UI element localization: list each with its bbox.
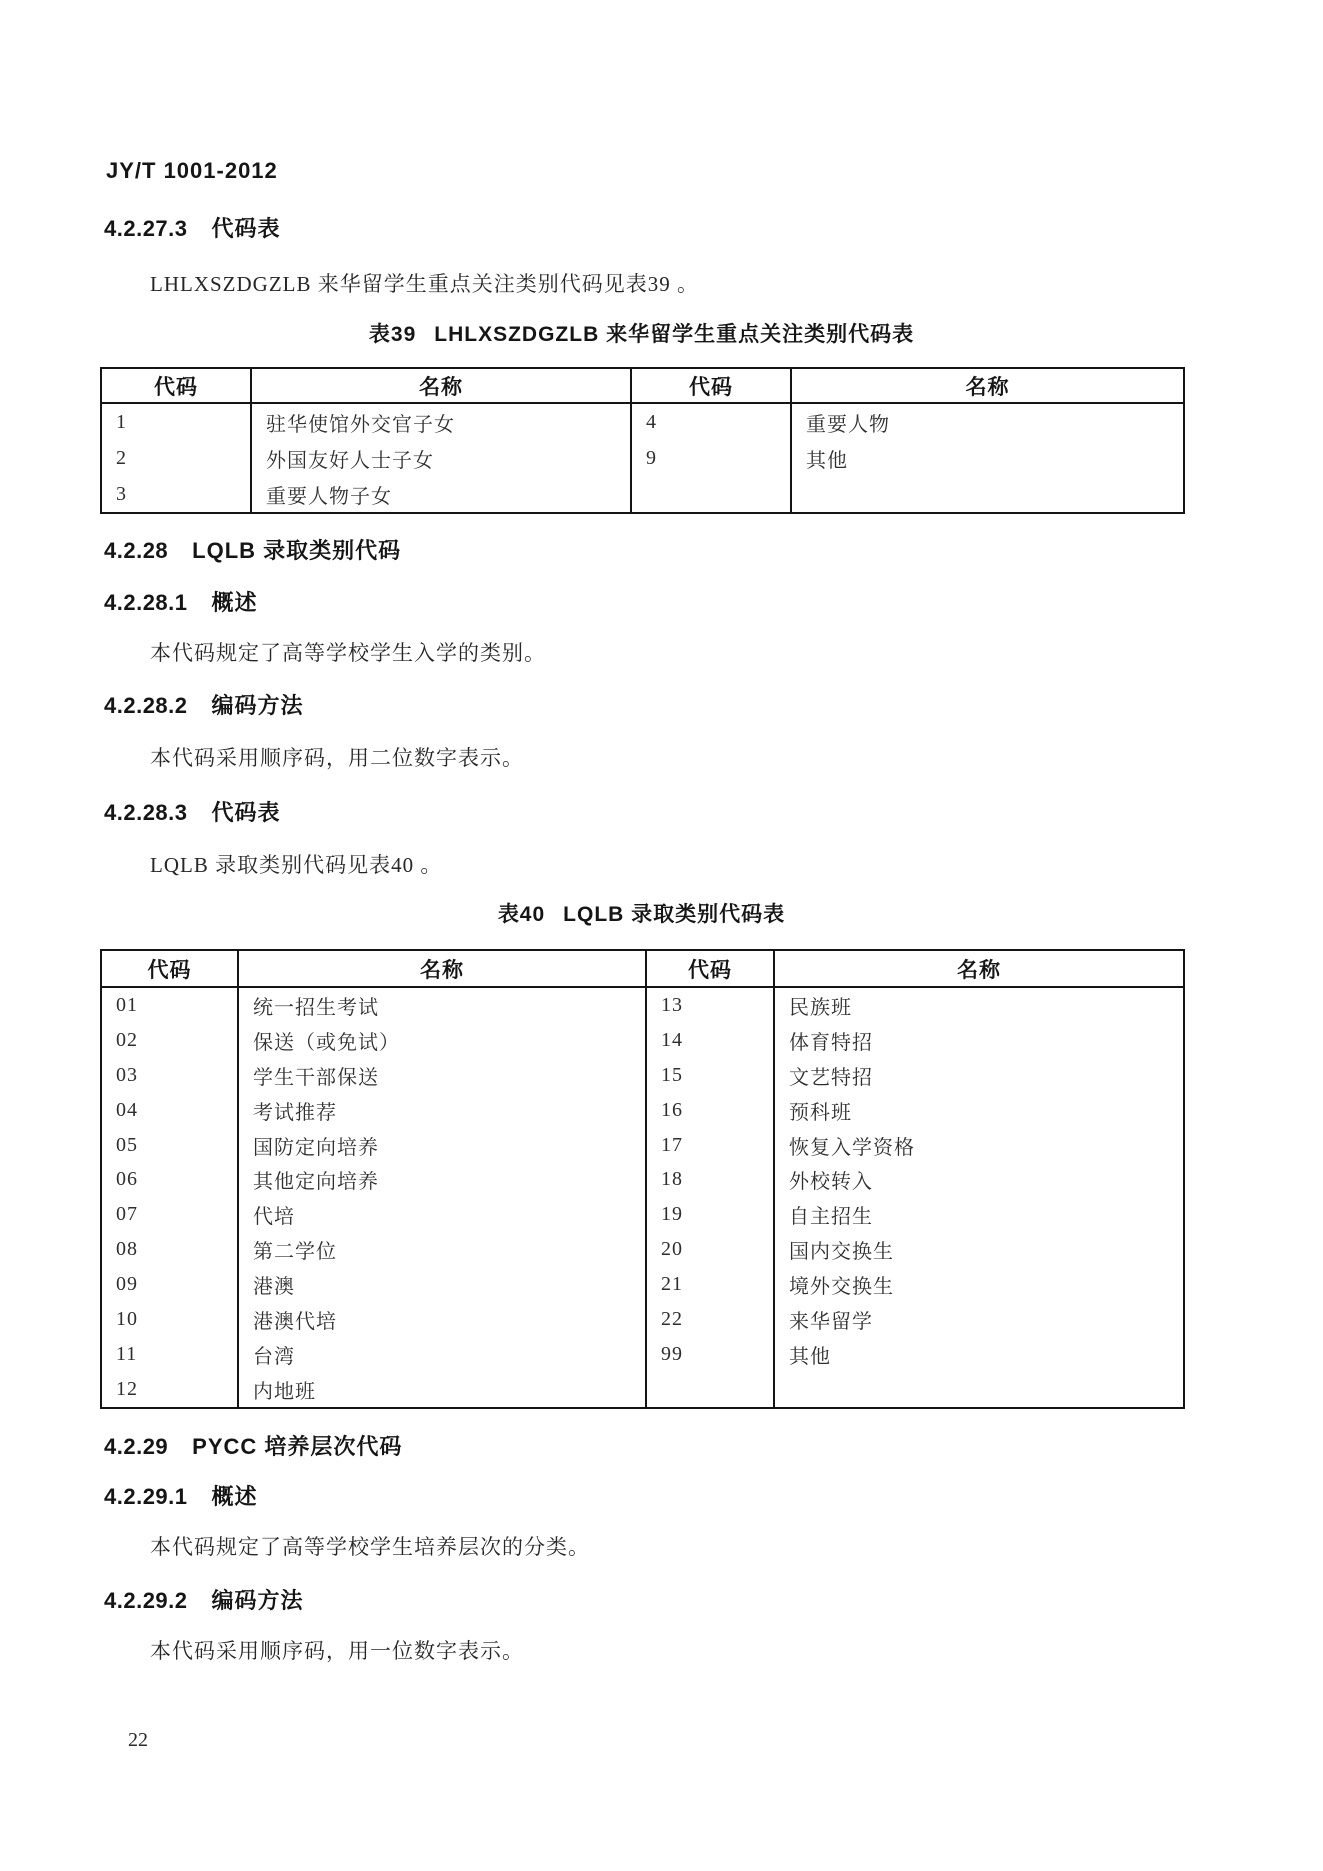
column-header-code: 代码 — [101, 950, 238, 987]
code-cell: 2 — [116, 446, 127, 469]
paragraph-overview-29: 本代码规定了高等学校学生培养层次的分类。 — [150, 1534, 590, 1559]
table-row — [101, 1162, 1184, 1197]
table-row — [101, 1267, 1184, 1302]
column-header-code: 代码 — [646, 950, 774, 987]
column-header-code: 代码 — [101, 368, 251, 403]
section-number: 4.2.28.1 — [104, 590, 188, 615]
name-cell: 驻华使馆外交官子女 — [251, 403, 631, 440]
code-cell: 11 — [116, 1342, 138, 1365]
table-row — [101, 1023, 1184, 1058]
section-number: 4.2.29.2 — [104, 1587, 188, 1613]
code-cell: 09 — [116, 1273, 138, 1296]
section-title: 编码方法 — [211, 693, 304, 718]
name-cell: 外国友好人士子女 — [251, 440, 631, 476]
table39-header-row — [101, 368, 1184, 403]
table-row — [101, 1372, 1184, 1408]
section-heading-4-2-29 — [100, 1434, 1183, 1460]
table-row — [101, 476, 1184, 513]
name-cell — [791, 476, 1184, 513]
name-cell: 港澳 — [238, 1267, 646, 1302]
table40 — [100, 949, 1185, 1409]
section-title: 编码方法 — [211, 1587, 304, 1613]
table-row — [101, 1302, 1184, 1337]
name-cell: 预科班 — [774, 1093, 1184, 1128]
name-cell: 国内交换生 — [774, 1232, 1184, 1267]
name-cell: 台湾 — [238, 1337, 646, 1372]
name-cell: 重要人物 — [791, 403, 1184, 440]
name-cell: 自主招生 — [774, 1197, 1184, 1232]
table-row — [101, 440, 1184, 476]
name-cell: 体育特招 — [774, 1023, 1184, 1058]
code-cell: 05 — [116, 1133, 138, 1156]
table40-caption — [100, 902, 1183, 928]
name-cell: 民族班 — [774, 987, 1184, 1023]
table40-caption-text: LQLB 录取类别代码表 — [563, 903, 786, 926]
name-cell: 其他 — [791, 440, 1184, 476]
table40-header-row — [101, 950, 1184, 987]
code-cell: 17 — [646, 1128, 774, 1163]
section-title: 代码表 — [211, 216, 281, 241]
section-heading-4-2-29-1 — [100, 1484, 1183, 1510]
column-header-name: 名称 — [238, 950, 646, 987]
table-row — [101, 1093, 1184, 1128]
column-header-code: 代码 — [631, 368, 791, 403]
section-title: 概述 — [211, 590, 258, 615]
name-cell: 其他定向培养 — [238, 1162, 646, 1197]
section-number: 4.2.27.3 — [104, 216, 188, 241]
code-cell: 10 — [116, 1307, 138, 1330]
name-cell: 文艺特招 — [774, 1058, 1184, 1093]
section-heading-4-2-28 — [100, 538, 1183, 564]
paragraph-coding-method-29: 本代码采用顺序码，用一位数字表示。 — [150, 1638, 524, 1663]
name-cell: 来华留学 — [774, 1302, 1184, 1337]
code-cell: 19 — [646, 1197, 774, 1232]
code-cell: 13 — [646, 987, 774, 1023]
name-cell — [774, 1372, 1184, 1408]
name-cell: 境外交换生 — [774, 1267, 1184, 1302]
section-number: 4.2.28 — [104, 538, 169, 563]
code-cell: 08 — [116, 1238, 138, 1261]
column-header-name: 名称 — [774, 950, 1184, 987]
name-cell: 内地班 — [238, 1372, 646, 1408]
code-cell: 16 — [646, 1093, 774, 1128]
section-title: PYCC 培养层次代码 — [192, 1433, 403, 1459]
code-cell: 3 — [116, 482, 127, 505]
page-content — [100, 0, 1183, 1752]
name-cell: 外校转入 — [774, 1162, 1184, 1197]
table-row — [101, 1232, 1184, 1267]
name-cell: 代培 — [238, 1197, 646, 1232]
name-cell: 恢复入学资格 — [774, 1128, 1184, 1163]
section-heading-4-2-27-3 — [100, 216, 1183, 242]
section-number: 4.2.28.3 — [104, 800, 188, 825]
paragraph-table40-ref: LQLB 录取类别代码见表40 。 — [150, 853, 443, 877]
code-cell — [646, 1372, 774, 1408]
code-cell: 06 — [116, 1168, 138, 1191]
code-cell: 15 — [646, 1058, 774, 1093]
page-number: 22 — [128, 1728, 148, 1751]
code-cell: 20 — [646, 1232, 774, 1267]
section-heading-4-2-28-2 — [100, 693, 1183, 719]
section-title: 概述 — [211, 1483, 258, 1509]
code-cell: 12 — [116, 1377, 138, 1400]
code-cell: 1 — [116, 410, 127, 433]
name-cell: 保送（或免试） — [238, 1023, 646, 1058]
section-title: 代码表 — [211, 800, 281, 825]
name-cell: 其他 — [774, 1337, 1184, 1372]
paragraph-table39-ref: LHLXSZDGZLB 来华留学生重点关注类别代码见表39 。 — [150, 272, 699, 296]
paragraph-coding-method-28: 本代码采用顺序码，用二位数字表示。 — [150, 746, 524, 770]
name-cell: 重要人物子女 — [251, 476, 631, 513]
table39-caption — [100, 322, 1183, 348]
section-heading-4-2-29-2 — [100, 1588, 1183, 1614]
name-cell: 考试推荐 — [238, 1093, 646, 1128]
table-row — [101, 1058, 1184, 1093]
section-title: LQLB 录取类别代码 — [192, 538, 402, 563]
table40-caption-number: 表40 — [497, 903, 546, 926]
code-cell: 4 — [631, 403, 791, 440]
paragraph-overview-28: 本代码规定了高等学校学生入学的类别。 — [150, 641, 546, 665]
section-number: 4.2.28.2 — [104, 693, 188, 718]
column-header-name: 名称 — [251, 368, 631, 403]
name-cell: 学生干部保送 — [238, 1058, 646, 1093]
table-row — [101, 1337, 1184, 1372]
code-cell: 9 — [631, 440, 791, 476]
code-cell: 01 — [116, 993, 138, 1016]
code-cell: 04 — [116, 1098, 138, 1121]
code-cell: 22 — [646, 1302, 774, 1337]
name-cell: 统一招生考试 — [238, 987, 646, 1023]
name-cell: 港澳代培 — [238, 1302, 646, 1337]
table-row — [101, 403, 1184, 440]
column-header-name: 名称 — [791, 368, 1184, 403]
section-number: 4.2.29.1 — [104, 1483, 188, 1509]
code-cell: 07 — [116, 1203, 138, 1226]
table39-caption-text: LHLXSZDGZLB 来华留学生重点关注类别代码表 — [434, 323, 915, 346]
table-row — [101, 1128, 1184, 1163]
code-cell: 18 — [646, 1162, 774, 1197]
table39-caption-number: 表39 — [368, 323, 417, 346]
table-row — [101, 987, 1184, 1023]
doc-number: JY/T 1001-2012 — [106, 158, 278, 183]
code-cell: 14 — [646, 1023, 774, 1058]
code-cell: 02 — [116, 1028, 138, 1051]
code-cell: 03 — [116, 1063, 138, 1086]
code-cell: 99 — [646, 1337, 774, 1372]
section-number: 4.2.29 — [104, 1433, 169, 1459]
table-row — [101, 1197, 1184, 1232]
section-heading-4-2-28-1 — [100, 590, 1183, 616]
table39 — [100, 367, 1185, 514]
name-cell: 第二学位 — [238, 1232, 646, 1267]
code-cell — [631, 476, 791, 513]
name-cell: 国防定向培养 — [238, 1128, 646, 1163]
section-heading-4-2-28-3 — [100, 800, 1183, 826]
code-cell: 21 — [646, 1267, 774, 1302]
